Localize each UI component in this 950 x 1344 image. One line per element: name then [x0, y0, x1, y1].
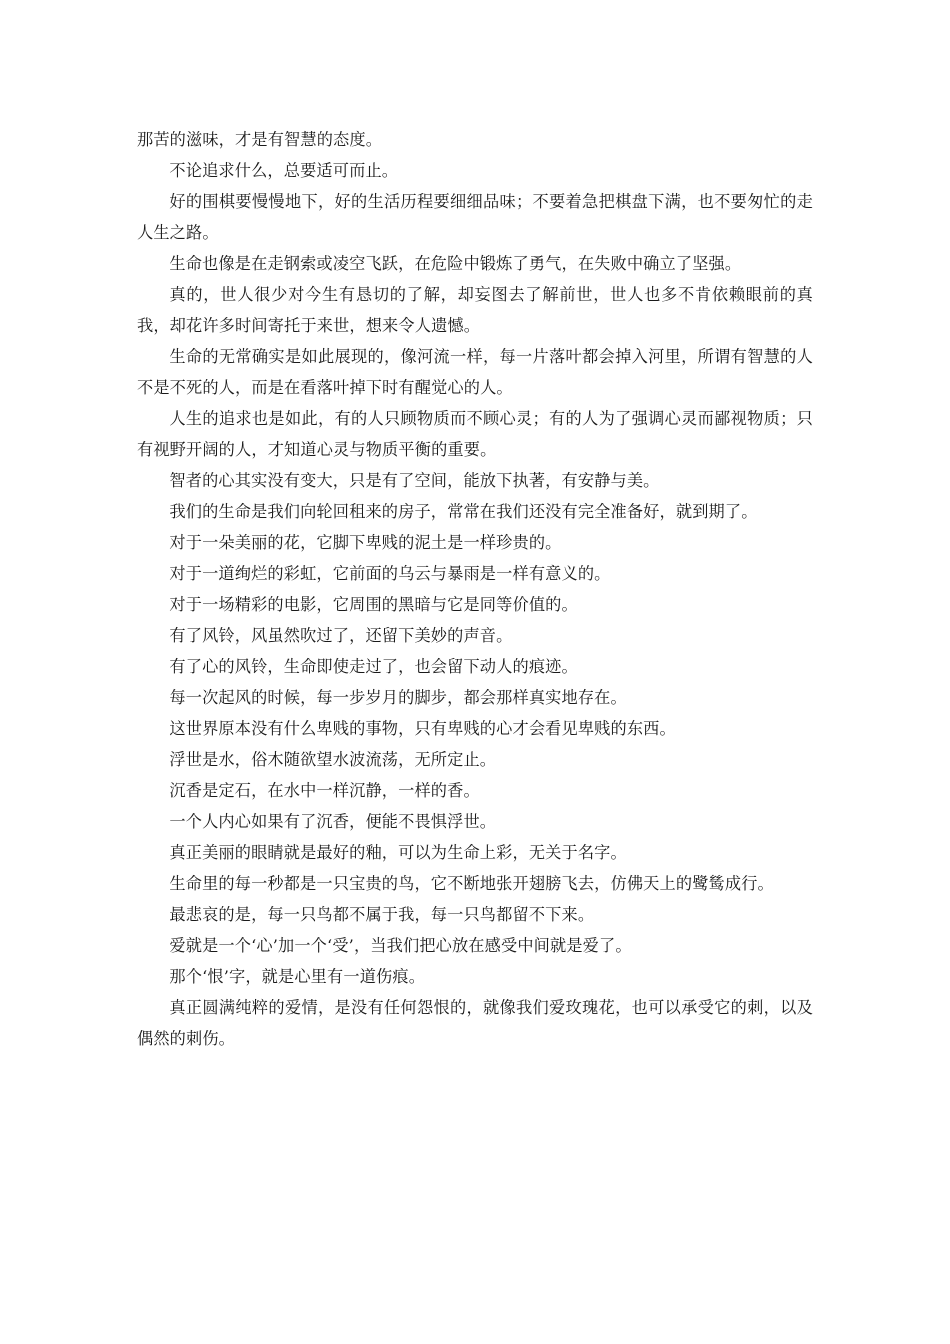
- paragraph: 人生的追求也是如此，有的人只顾物质而不顾心灵；有的人为了强调心灵而鄙视物质；只有视野开阔的人，才知道心灵与物质平衡的重要。: [137, 409, 813, 459]
- paragraph: 真的，世人很少对今生有恳切的了解，却妄图去了解前世，世人也多不肯依赖眼前的真我，却花许多时间寄托于来世，想来令人遗憾。: [137, 285, 813, 335]
- paragraph-continued: 那苦的滋味，才是有智慧的态度。: [137, 130, 383, 149]
- paragraph: 有了风铃，风虽然吹过了，还留下美妙的声音。: [169, 626, 513, 645]
- paragraph: 生命也像是在走钢索或凌空飞跃，在危险中锻炼了勇气，在失败中确立了坚强。: [169, 254, 742, 273]
- paragraph: 真正美丽的眼睛就是最好的釉，可以为生命上彩，无关于名字。: [169, 843, 627, 862]
- paragraph: 真正圆满纯粹的爱情，是没有任何怨恨的，就像我们爱玫瑰花，也可以承受它的刺，以及偶然的刺伤。: [137, 998, 813, 1048]
- paragraph: 沉香是定石，在水中一样沉静，一样的香。: [169, 781, 480, 800]
- paragraph: 每一次起风的时候，每一步岁月的脚步，都会那样真实地存在。: [169, 688, 627, 707]
- paragraph: 最悲哀的是，每一只鸟都不属于我，每一只鸟都留不下来。: [169, 905, 595, 924]
- paragraph: 一个人内心如果有了沉香，便能不畏惧浮世。: [169, 812, 497, 831]
- document-body: [137, 124, 813, 1054]
- paragraph: 这世界原本没有什么卑贱的事物，只有卑贱的心才会看见卑贱的东西。: [169, 719, 676, 738]
- paragraph: 对于一场精彩的电影，它周围的黑暗与它是同等价值的。: [169, 595, 578, 614]
- paragraph: 生命里的每一秒都是一只宝贵的鸟，它不断地张开翅膀飞去，仿佛天上的鹭鸶成行。: [169, 874, 774, 893]
- paragraph: 那个‘恨’字，就是心里有一道伤痕。: [169, 967, 426, 986]
- paragraph: 对于一道绚烂的彩虹，它前面的乌云与暴雨是一样有意义的。: [169, 564, 611, 583]
- paragraph: 智者的心其实没有变大，只是有了空间，能放下执著，有安静与美。: [169, 471, 660, 490]
- paragraph: 爱就是一个‘心’加一个‘受’，当我们把心放在感受中间就是爱了。: [169, 936, 632, 955]
- paragraph: 有了心的风铃，生命即使走过了，也会留下动人的痕迹。: [169, 657, 578, 676]
- paragraph: 生命的无常确实是如此展现的，像河流一样，每一片落叶都会掉入河里，所谓有智慧的人不是不死的人，而是在看落叶掉下时有醒觉心的人。: [137, 347, 813, 397]
- paragraph: 浮世是水，俗木随欲望水波流荡，无所定止。: [169, 750, 497, 769]
- paragraph: 不论追求什么，总要适可而止。: [169, 161, 399, 180]
- paragraph: 我们的生命是我们向轮回租来的房子，常常在我们还没有完全准备好，就到期了。: [169, 502, 758, 521]
- paragraph: 对于一朵美丽的花，它脚下卑贱的泥土是一样珍贵的。: [169, 533, 562, 552]
- paragraph: 好的围棋要慢慢地下，好的生活历程要细细品味；不要着急把棋盘下满，也不要匆忙的走人生之路。: [137, 192, 813, 242]
